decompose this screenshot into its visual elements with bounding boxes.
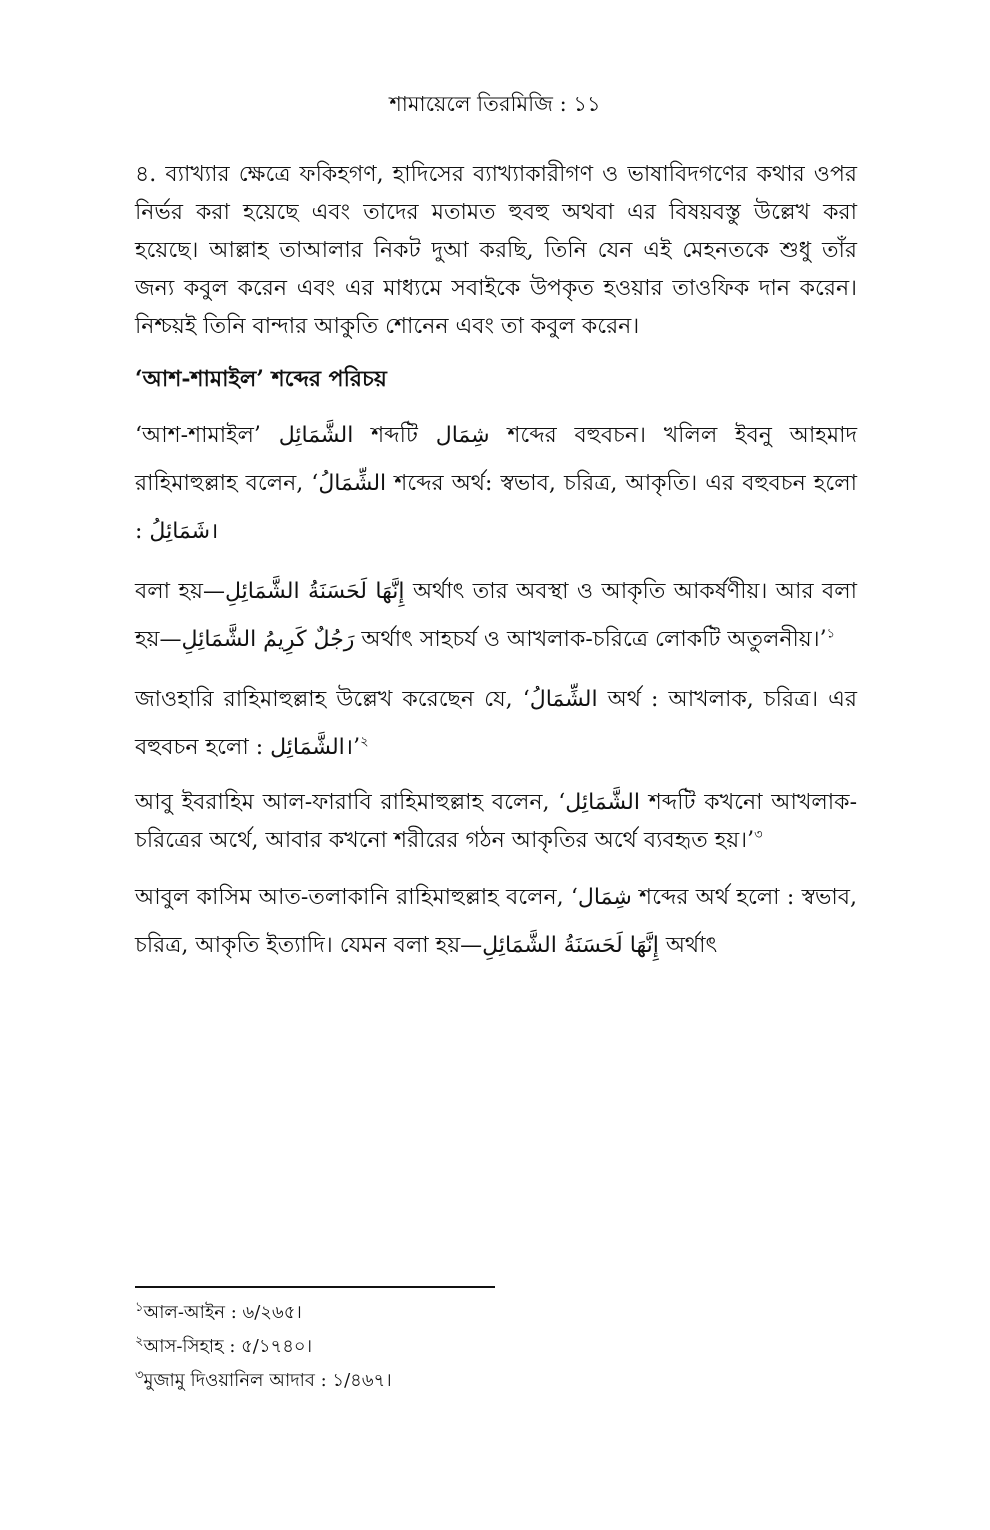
arabic-phrase: إِنَّهَا لَحَسَنَةُ الشَّمَائِلِ [224,579,405,604]
text: শব্দের অর্থ: স্বভাব, চরিত্র, আকৃতি। এর বহুবচন হলো : [135,471,857,544]
footnote-text: আস-সিহাহ : ৫/১৭৪০। [143,1336,313,1357]
arabic-term: الشِّمَالُ [318,471,387,496]
footnote-item [135,1364,735,1398]
footnote-number: ৩ [135,1368,144,1383]
footnote-divider [135,1286,495,1288]
running-head: শামায়েলে তিরমিজি : ১১ [389,92,601,116]
paragraph-talaqani [135,874,857,970]
section-heading: ‘আশ-শামাইল’ শব্দের পরিচয় [135,366,387,392]
text: অর্থাৎ [658,933,718,958]
arabic-term: شَمَائِلُ [149,519,211,544]
text: জাওহারি রাহিমাহুল্লাহ উল্লেখ করেছেন যে, ‘ [135,687,530,712]
text: বলা হয়— [135,579,225,604]
arabic-term: شِمَال [435,423,490,448]
arabic-phrase: إِنَّهَا لَحَسَنَةُ الشَّمَائِلِ [482,933,659,958]
text: অর্থ : আখলাক, চরিত্র। এর বহুবচন হলো : [135,687,857,760]
footnote-item [135,1330,735,1364]
text: । [210,519,219,544]
paragraph-usage-examples [135,568,857,664]
paragraph-farabi [135,784,857,860]
paragraph-jawhari [135,676,857,772]
text: অর্থাৎ তার অবস্থা ও আকৃতি আকর্ষণীয়। আর বলা হয়— [135,579,858,652]
text: ‘আশ-শামাইল’ [135,423,279,448]
text: ।’ [344,735,361,760]
text: আবু ইবরাহিম আল-ফারাবি রাহিমাহুল্লাহ বলেন, ‘ [135,790,566,815]
text: আবুল কাসিম আত-তলাকানি রাহিমাহুল্লাহ বলেন, ‘ [135,885,578,910]
footnotes [135,1296,735,1398]
text: অর্থাৎ সাহচর্য ও আখলাক-চরিত্রে লোকটি অতুলনীয়।’ [354,627,827,652]
footnote-ref[interactable]: ১ [826,626,836,642]
arabic-term: الشَّمَائِل [565,790,640,815]
paragraph-shamail-definition [135,412,857,556]
footnote-number: ২ [135,1334,144,1349]
text: শব্দটি কখনো আখলাক-চরিত্রের অর্থে, আবার কখনো শরীরের গঠন আকৃতির অর্থে ব্যবহৃত হয়।’ [135,790,858,853]
text: শব্দটি [353,423,436,448]
text: শব্দের অর্থ হলো : স্বভাব, চরিত্র, আকৃতি ইত্যাদি। যেমন বলা হয়— [135,885,857,958]
paragraph-intro-point-4: ৪. ব্যাখ্যার ক্ষেত্রে ফকিহগণ, হাদিসের ব্যাখ্যাকারীগণ ও ভাষাবিদগণের কথার ওপর নির্ভর করা হয়েছে এবং তাদের মতামত হুবহু অথবা এর বিষয়বস্তু উল্লেখ করা হয়েছে। আল্লাহ তাআলার নিকট দুআ করছি, তিনি যেন এই মেহনতকে শুধু তাঁর জন্য কবুল করেন এবং এর মাধ্যমে সবাইকে উপকৃত হওয়ার তাওফিক দান করেন। নিশ্চয়ই তিনি বান্দার আকুতি শোনেন এবং তা কবুল করেন। [135,162,857,339]
arabic-term: شِمَال [577,885,632,910]
footnote-ref[interactable]: ২ [360,734,369,750]
arabic-term: الشَّمَائِل [270,735,345,760]
footnote-text: মুজামু দিওয়ানিল আদাব : ১/৪৬৭। [143,1370,392,1391]
footnote-number: ১ [135,1300,144,1315]
arabic-phrase: رَجُلٌ كَرِيمُ الشَّمَائِلِ [181,627,355,652]
footnote-item [135,1296,735,1330]
arabic-term: الشَّمَائِل [278,423,354,448]
footnote-text: আল-আইন : ৬/২৬৫। [143,1302,302,1323]
text: শব্দের বহুবচন। খলিল ইবনু আহমাদ রাহিমাহুল্লাহ বলেন, ‘ [135,423,858,496]
page-body [135,156,857,982]
arabic-term: الشِّمَالُ [529,687,598,712]
footnote-ref[interactable]: ৩ [754,827,763,843]
